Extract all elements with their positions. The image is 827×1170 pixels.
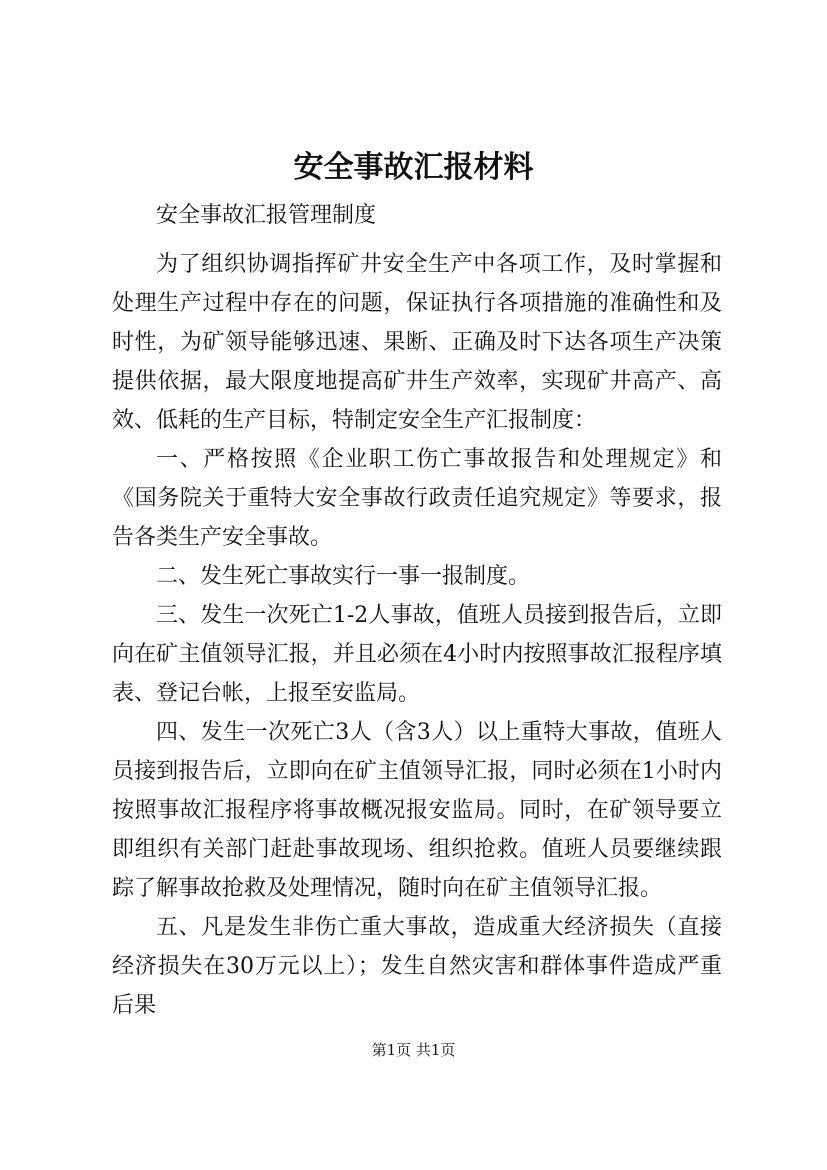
paragraph-intro: 为了组织协调指挥矿井安全生产中各项工作，及时掌握和处理生产过程中存在的问题，保证执行各项措施的准确性和及时性，为矿领导能够迅速、果断、正确及时下达各项生产决策提供依据，最大限度地提高矿井生产效率，实现矿井高产、高效、低耗的生产目标，特制定安全生产汇报制度： xyxy=(112,252,722,433)
page-footer: 第1页 共1页 xyxy=(371,1041,456,1059)
section-heading: 安全事故汇报管理制度 xyxy=(156,203,377,228)
paragraph-item-2: 二、发生死亡事故实行一事一报制度。 xyxy=(156,564,531,589)
paragraph-item-5: 五、凡是发生非伤亡重大事故，造成重大经济损失（直接经济损失在30万元以上）；发生自然灾害和群体事件造成严重后果 xyxy=(112,915,722,1018)
paragraph-item-4: 四、发生一次死亡3人（含3人）以上重特大事故，值班人员接到报告后，立即向在矿主值领导汇报，同时必须在1小时内按照事故汇报程序将事故概况报安监局。同时，在矿领导要立即组织有关部门赶赴事故现场、组织抢救。值班人员要继续跟踪了解事故抢救及处理情况，随时向在矿主值领导汇报。 xyxy=(112,720,722,901)
paragraph-item-3: 三、发生一次死亡1-2人事故，值班人员接到报告后，立即向在矿主值领导汇报，并且必须在4小时内按照事故汇报程序填表、登记台帐，上报至安监局。 xyxy=(112,603,722,706)
document-body xyxy=(112,196,722,1025)
paragraph-item-1: 一、严格按照《企业职工伤亡事故报告和处理规定》和《国务院关于重特大安全事故行政责任追究规定》等要求，报告各类生产安全事故。 xyxy=(112,447,722,550)
document-title: 安全事故汇报材料 xyxy=(293,150,534,185)
